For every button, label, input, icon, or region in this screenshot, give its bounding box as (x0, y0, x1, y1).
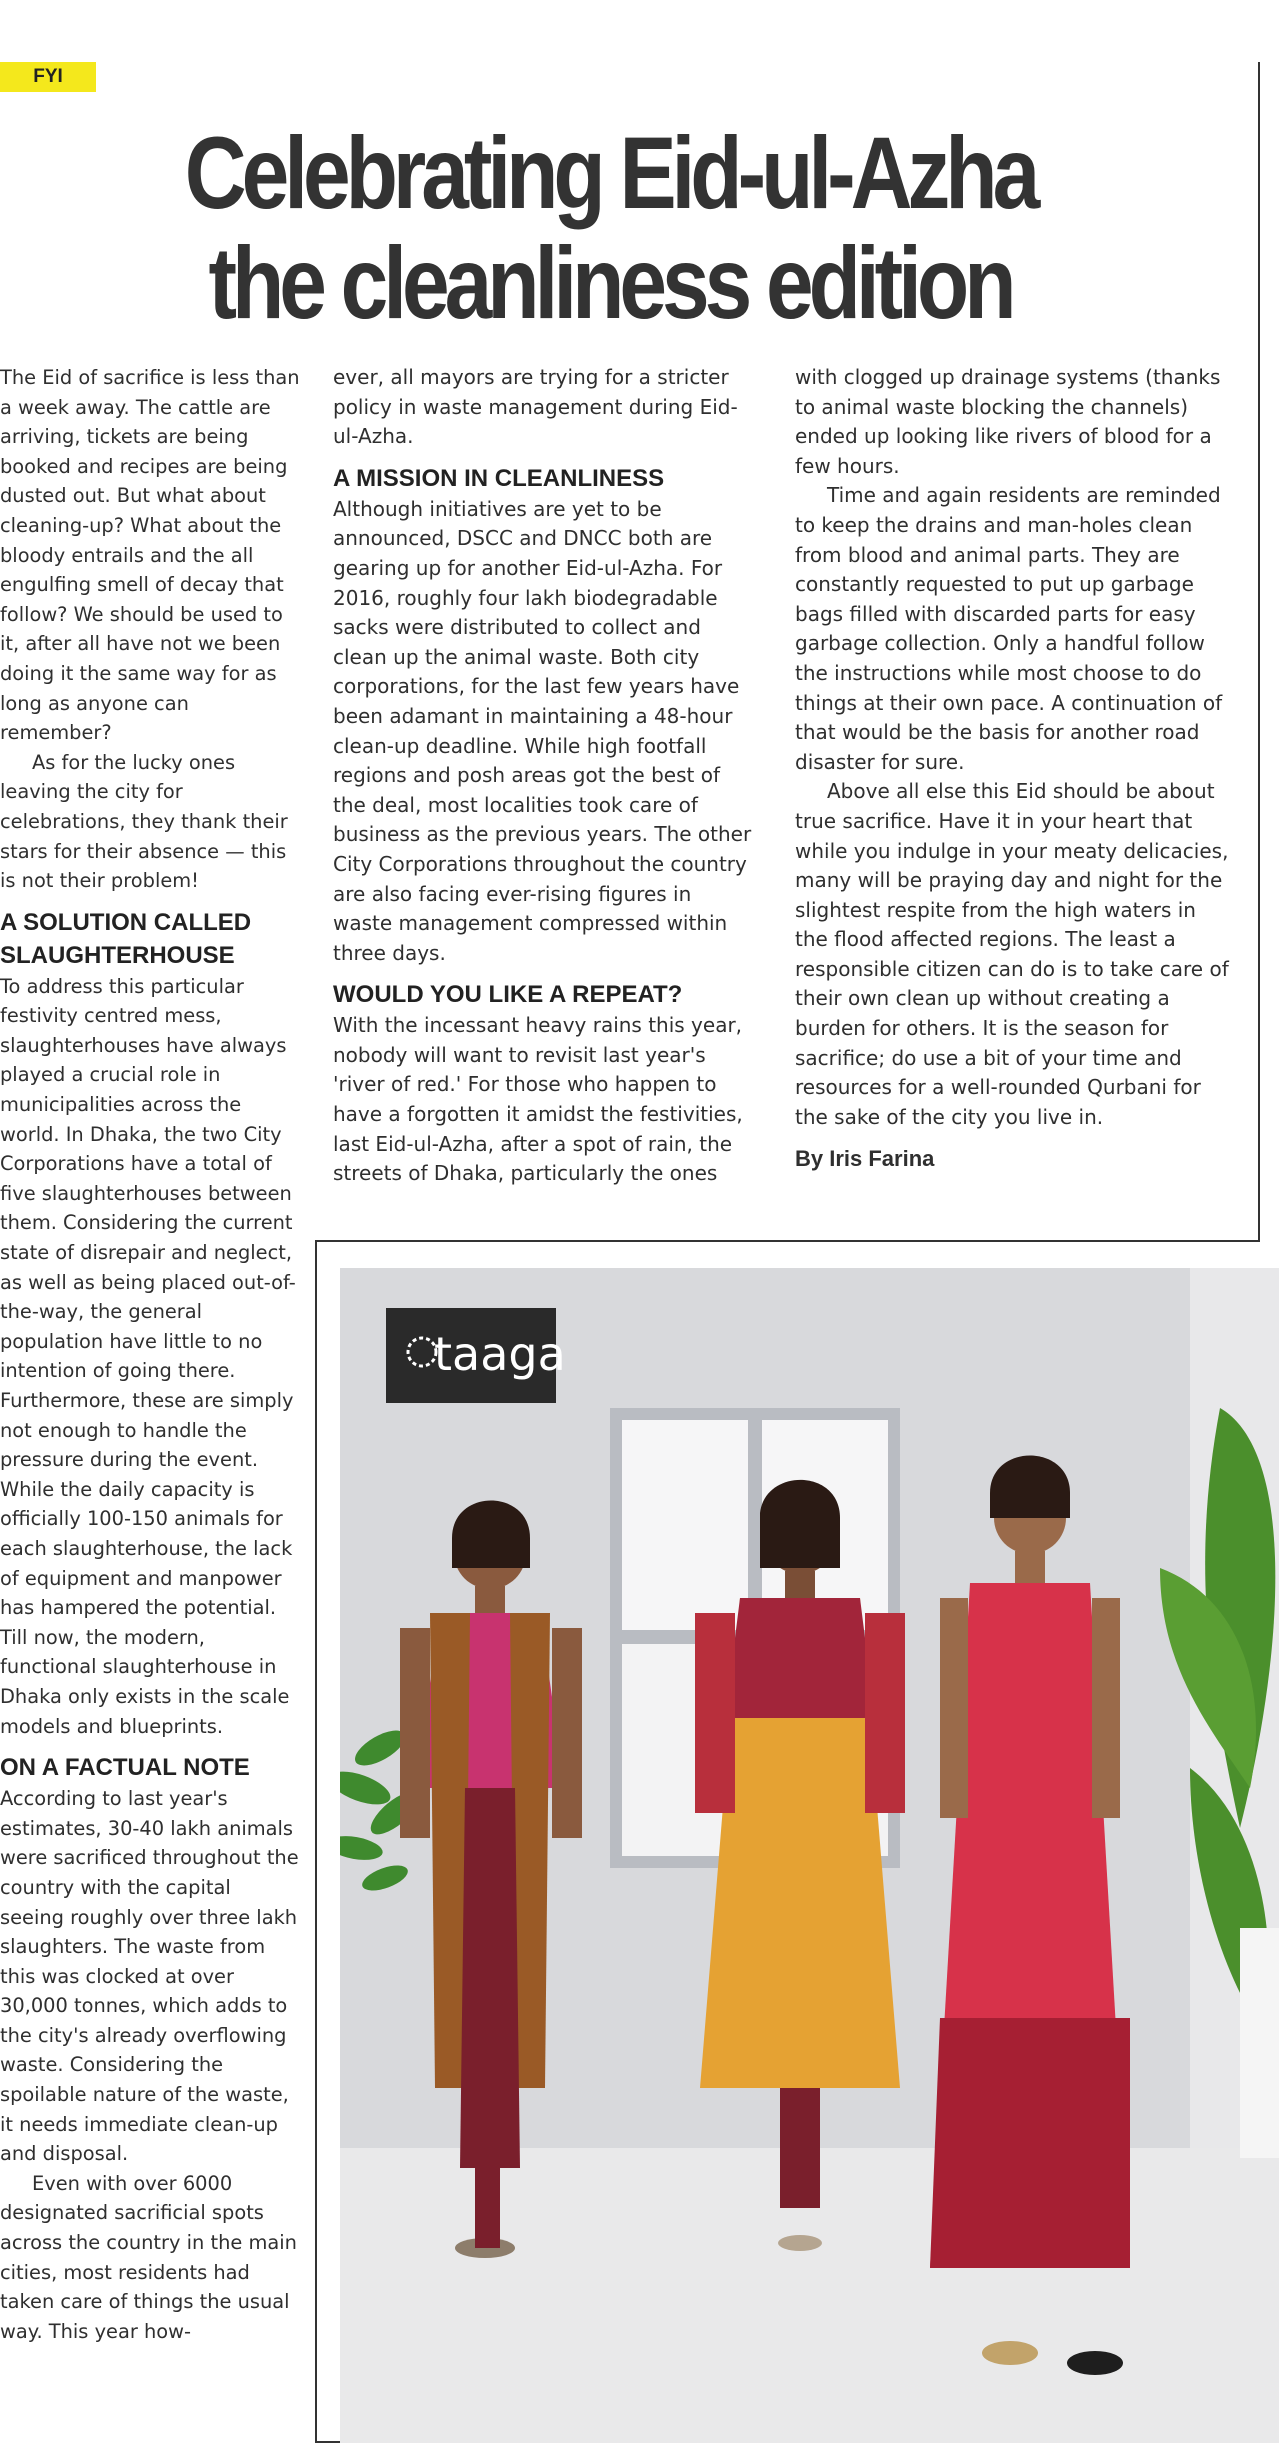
section-tag: FYI (0, 62, 96, 92)
frame-rule-right (1258, 62, 1260, 1242)
article-column-2 (333, 363, 753, 1189)
frame-rule-left (315, 1240, 317, 2443)
paragraph: with clogged up drainage systems (thanks to animal waste blocking the channels) ended up looking like rivers of blood for a few hours. (795, 365, 1221, 478)
byline: By Iris Farina (795, 1146, 935, 1172)
article-column-3 (795, 363, 1235, 1174)
paragraph: The Eid of sacrifice is less than a week away. The cattle are arriving, tickets are being booked and recipes are being dusted out. But what about cleaning-up? What about the bloody entrails and the all engulfing smell of decay that follow? We should be used to it, after all have not we been doing it the same way for as long as anyone can remember? (0, 366, 300, 745)
advertisement-photo (340, 1268, 1279, 2443)
subheading: A SOLUTION CALLED SLAUGHTERHOUSE (0, 908, 252, 969)
paragraph: With the incessant heavy rains this year, nobody will want to revisit last year's 'river of red.' For those who happen to have a forgotten it amidst the festivities, last Eid-ul-Azha, after a spot of rain, the streets of Dhaka, particularly the ones (333, 1013, 743, 1186)
subheading: A MISSION IN CLEANLINESS (333, 464, 665, 492)
paragraph: Time and again residents are reminded to keep the drains and man-holes clean from blood and animal parts. They are constantly requested to put up garbage bags filled with discarded parts for easy garbage collection. Only a handful follow the instructions while most choose to do things at their own pace. A continuation of that would be the basis for another road disaster for sure. (795, 483, 1223, 774)
paragraph: Above all else this Eid should be about true sacrifice. Have it in your heart that while you indulge in your meaty delicacies, many will be praying day and night for the slightest respite from the high waters in the flood affected regions. The least a responsible citizen can do is to take care of their own clean up without creating a burden for others. It is the season for sacrifice; do use a bit of your time and resources for a well-rounded Qurbani for the sake of the city you live in. (795, 779, 1229, 1129)
paragraph: Although initiatives are yet to be announced, DSCC and DNCC both are gearing up for another Eid-ul-Azha. For 2016, roughly four lakh biodegradable sacks were distributed to collect and clean up the animal waste. Both city corporations, for the last few years have been adamant in maintaining a 48-hour clean-up deadline. While high footfall regions and posh areas got the best of the deal, most localities took care of business as the previous years. The other City Corporations throughout the country are also facing ever-rising figures in waste management compressed within three days. (333, 496, 752, 965)
subheading: ON A FACTUAL NOTE (0, 1754, 250, 1782)
frame-rule-middle (315, 1240, 1260, 1242)
subheading: WOULD YOU LIKE A REPEAT? (333, 981, 683, 1009)
brand-logo (386, 1308, 566, 1403)
fashion-ad-illustration (340, 1268, 1279, 2443)
paragraph: Even with over 6000 designated sacrificial spots across the country in the main cities, most residents had taken care of things the usual way. This year how- (0, 2171, 297, 2343)
planter (1240, 1928, 1279, 2158)
paragraph: According to last year's estimates, 30-40 lakh animals were sacrificed throughout the country with the capital seeing roughly over three lakh slaughters. The waste from this was clocked at over 30,000 tonnes, which adds to the city's already overflowing waste. Considering the spoilable nature of the waste, it needs immediate clean-up and disposal. (0, 1787, 299, 2166)
brand-name: taaga (434, 1327, 566, 1381)
paragraph: To address this particular festivity centred mess, slaughterhouses have always played a crucial role in municipalities across the world. In Dhaka, the two City Corporations have a total of five slaughterhouses between them. Considering the current state of disrepair and neglect, as well as being placed out-of-the-way, the general population have little to no intention of going there. Furthermore, these are simply not enough to handle the pressure during the event. While the daily capacity is officially 100-150 animals for each slaughterhouse, the lack of equipment and manpower has hampered the potential. Till now, the modern, functional slaughterhouse in Dhaka only exists in the scale models and blueprints. (0, 974, 296, 1738)
headline: Celebrating Eid-ul-Azha the cleanliness edition (184, 116, 1036, 340)
paragraph: As for the lucky ones leaving the city for celebrations, they thank their stars for their absence — this is not their problem! (0, 750, 288, 893)
paragraph: ever, all mayors are trying for a stricter policy in waste management during Eid-ul-Azha. (333, 365, 738, 449)
article-column-1 (0, 363, 300, 2346)
